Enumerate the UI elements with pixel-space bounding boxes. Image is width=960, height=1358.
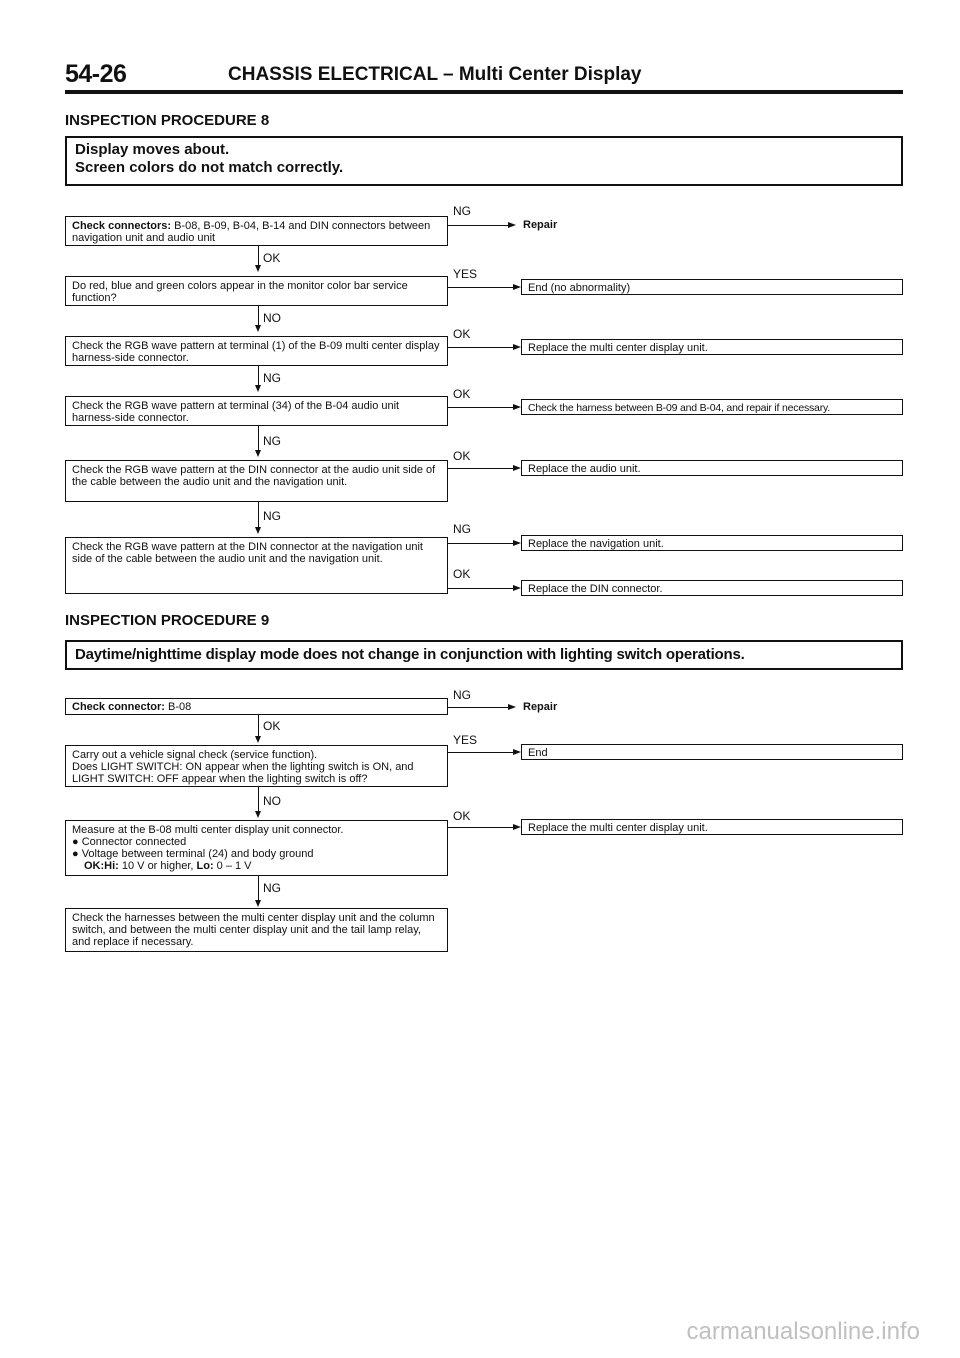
proc8-step3-down-label: NG — [263, 371, 281, 385]
proc8-title: INSPECTION PROCEDURE 8 — [65, 112, 270, 129]
arrow-right-icon — [513, 749, 521, 755]
arrow-right-icon — [513, 540, 521, 546]
proc9-step3-spec-hi: 10 V or higher, — [118, 860, 197, 872]
proc9-step2-down-label: NO — [263, 794, 281, 808]
proc9-step1-down-line — [258, 715, 259, 737]
arrow-down-icon — [255, 527, 261, 534]
proc9-step3-right-result: Replace the multi center display unit. — [521, 819, 903, 835]
proc8-step4-right-line — [448, 407, 516, 408]
arrow-down-icon — [255, 900, 261, 907]
proc8-step2-right-result: End (no abnormality) — [521, 279, 903, 295]
proc8-step1-right-line — [448, 225, 510, 226]
proc9-step2-line1: Carry out a vehicle signal check (service function). — [72, 749, 318, 761]
proc9-step2-box — [65, 745, 448, 787]
arrow-right-icon — [508, 704, 516, 710]
proc9-step1-text: B-08 — [164, 701, 192, 713]
proc9-step3-right-label: OK — [453, 809, 471, 823]
proc9-step1-right-label: NG — [453, 688, 471, 702]
proc9-step1-down-label: OK — [263, 719, 281, 733]
proc9-step3-down-label: NG — [263, 881, 281, 895]
proc8-step1-right-label: NG — [453, 204, 471, 218]
proc9-step3-down-line — [258, 876, 259, 901]
proc9-step3-bullet2: ● Voltage between terminal (24) and body ground — [72, 848, 314, 860]
proc9-step3-bullet1: ● Connector connected — [72, 836, 187, 848]
proc8-step4-right-result: Check the harness between B-09 and B-04, and repair if necessary. — [521, 399, 903, 415]
arrow-right-icon — [513, 404, 521, 410]
page-title: CHASSIS ELECTRICAL – Multi Center Display — [228, 64, 642, 85]
arrow-down-icon — [255, 736, 261, 743]
proc8-step5-down-line — [258, 502, 259, 528]
proc8-step3-right-result: Replace the multi center display unit. — [521, 339, 903, 355]
proc8-symptom-line2: Screen colors do not match correctly. — [75, 159, 344, 176]
arrow-down-icon — [255, 811, 261, 818]
proc8-step4-down-line — [258, 426, 259, 451]
proc9-step1-bold: Check connector: — [72, 701, 165, 713]
proc9-step2-line2: Does LIGHT SWITCH: ON appear when the lighting switch is ON, and LIGHT SWITCH: OFF appear when the lighting switch is off? — [72, 761, 414, 785]
proc8-step5-down-label: NG — [263, 509, 281, 523]
proc9-step3-right-line — [448, 827, 516, 828]
proc8-step5-right-label: OK — [453, 449, 471, 463]
proc9-title: INSPECTION PROCEDURE 9 — [65, 612, 270, 629]
arrow-right-icon — [513, 824, 521, 830]
arrow-right-icon — [513, 585, 521, 591]
page-number: 54-26 — [65, 60, 127, 88]
proc9-step3-spec — [72, 860, 441, 872]
proc8-symptom-box — [65, 136, 903, 186]
arrow-down-icon — [255, 450, 261, 457]
proc9-symptom-box: Daytime/nighttime display mode does not change in conjunction with lighting switch operations. — [65, 640, 903, 670]
arrow-right-icon — [513, 344, 521, 350]
proc8-step2-right-line — [448, 287, 516, 288]
proc9-step4-box: Check the harnesses between the multi center display unit and the column switch, and between the multi center display unit and the tail lamp relay, and replace if necessary. — [65, 908, 448, 952]
proc9-step3-spec-hi-label: OK:Hi: — [84, 860, 119, 872]
proc9-step1-box — [65, 698, 448, 715]
proc8-step6-right-label-ng: NG — [453, 522, 471, 536]
proc8-step6-right-label-ok: OK — [453, 567, 471, 581]
proc9-step2-right-result: End — [521, 744, 903, 760]
watermark: carmanualsonline.info — [686, 1318, 920, 1345]
proc8-step6-right-line-ok — [448, 588, 516, 589]
proc9-step3-line1: Measure at the B-08 multi center display unit connector. — [72, 824, 344, 836]
proc9-step3-spec-lo: 0 – 1 V — [213, 860, 252, 872]
arrow-right-icon — [508, 222, 516, 228]
proc8-step2-down-line — [258, 306, 259, 326]
arrow-right-icon — [513, 465, 521, 471]
proc8-step5-box: Check the RGB wave pattern at the DIN connector at the audio unit side of the cable between the audio unit and the navigation unit. — [65, 460, 448, 502]
proc8-step6-right-result-ok: Replace the DIN connector. — [521, 580, 903, 596]
proc8-step1-right-result: Repair — [523, 219, 558, 231]
proc9-step3-box — [65, 820, 448, 876]
proc8-step1-box — [65, 216, 448, 246]
arrow-down-icon — [255, 325, 261, 332]
proc8-step2-box: Do red, blue and green colors appear in the monitor color bar service function? — [65, 276, 448, 306]
arrow-right-icon — [513, 284, 521, 290]
proc8-step6-box: Check the RGB wave pattern at the DIN connector at the navigation unit side of the cable between the audio unit and the navigation unit. — [65, 537, 448, 594]
arrow-down-icon — [255, 385, 261, 392]
proc8-step3-right-label: OK — [453, 327, 471, 341]
proc8-step5-right-line — [448, 468, 516, 469]
proc8-step4-box: Check the RGB wave pattern at terminal (34) of the B-04 audio unit harness-side connector. — [65, 396, 448, 426]
proc8-symptom-line1: Display moves about. — [75, 141, 230, 158]
proc8-step6-right-result-ng: Replace the navigation unit. — [521, 535, 903, 551]
proc9-step2-right-label: YES — [453, 733, 478, 747]
proc8-step2-down-label: NO — [263, 311, 281, 325]
proc8-step5-right-result: Replace the audio unit. — [521, 460, 903, 476]
proc8-step1-down-label: OK — [263, 251, 281, 265]
arrow-down-icon — [255, 265, 261, 272]
proc8-step2-right-label: YES — [453, 267, 478, 281]
proc9-step1-right-result: Repair — [523, 701, 558, 713]
proc8-step3-down-line — [258, 366, 259, 386]
proc9-step2-right-line — [448, 752, 516, 753]
proc8-step4-down-label: NG — [263, 434, 281, 448]
proc9-step1-right-line — [448, 707, 510, 708]
proc9-step2-down-line — [258, 787, 259, 812]
proc8-step3-box: Check the RGB wave pattern at terminal (1) of the B-09 multi center display harness-side connector. — [65, 336, 448, 366]
proc8-step6-right-line-ng — [448, 543, 516, 544]
proc8-step1-text: B-08, B-09, B-04, B-14 and DIN connectors between navigation unit and audio unit — [72, 220, 431, 244]
proc8-step4-right-label: OK — [453, 387, 471, 401]
proc8-step1-bold: Check connectors: — [72, 220, 172, 232]
proc8-step1-down-line — [258, 246, 259, 266]
proc9-step3-spec-lo-label: Lo: — [196, 860, 214, 872]
proc8-step3-right-line — [448, 347, 516, 348]
header-rule — [65, 90, 903, 94]
